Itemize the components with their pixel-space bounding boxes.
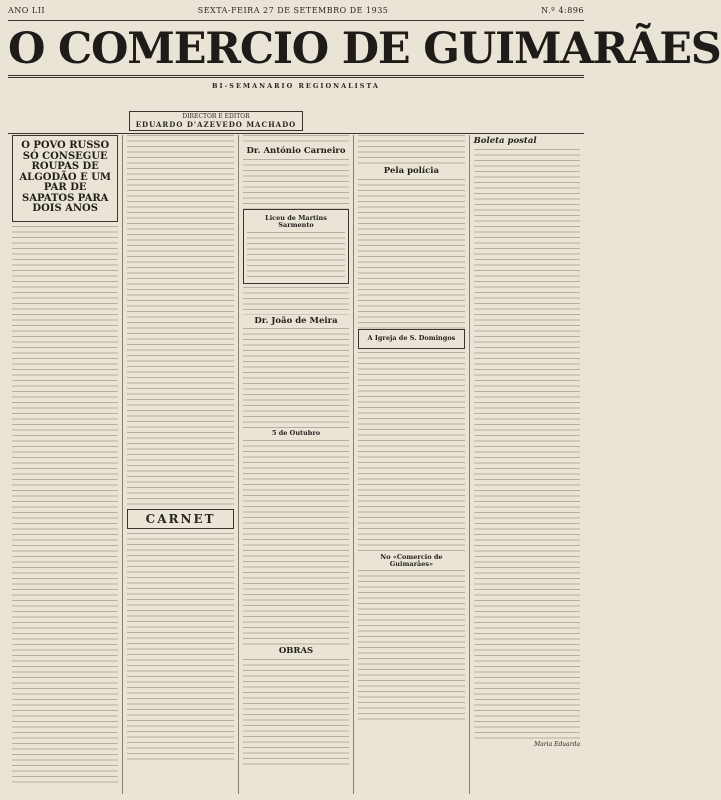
carnet-body-text bbox=[127, 533, 233, 763]
article-russian-people bbox=[12, 135, 118, 222]
founder-info bbox=[8, 81, 178, 111]
headline: O POVO RUSSO SÓ CONSEGUE ROUPAS DE ALGODÃO E UM PAR DE SAPATOS PARA DOIS ANOS bbox=[19, 140, 111, 214]
article-body-text bbox=[247, 232, 345, 280]
masthead-bottom-rule bbox=[8, 133, 584, 134]
subtitle: BI-SEMANARIO REGIONALISTA bbox=[212, 82, 380, 90]
sdomingos-box bbox=[358, 329, 464, 349]
article-body-text bbox=[358, 570, 464, 720]
top-rule bbox=[8, 20, 584, 21]
article-body-text bbox=[243, 328, 349, 428]
column-4 bbox=[353, 135, 468, 794]
headline: OBRAS bbox=[278, 646, 314, 657]
article-body-text bbox=[243, 159, 349, 209]
poem-text bbox=[474, 149, 580, 739]
column-3 bbox=[238, 135, 353, 794]
article-body-text bbox=[127, 135, 233, 505]
headline: Dr. António Carneiro bbox=[246, 146, 346, 156]
article-body-text bbox=[358, 179, 464, 329]
issue-number: N.º 4:896 bbox=[541, 6, 584, 15]
contact-info bbox=[414, 81, 584, 111]
column-2 bbox=[122, 135, 237, 794]
article-body-text bbox=[243, 287, 349, 315]
masthead-center bbox=[178, 81, 414, 111]
masthead-topline bbox=[8, 6, 584, 18]
director-label: DIRECTOR E EDITOR bbox=[182, 113, 250, 120]
article-body-text bbox=[358, 135, 464, 165]
masthead-second-row bbox=[8, 111, 584, 131]
title-rule bbox=[8, 75, 584, 78]
article-body-text bbox=[12, 226, 118, 786]
headline: Pela polícia bbox=[383, 166, 440, 176]
newspaper-title: O COMERCIO DE GUIMARÃES bbox=[8, 24, 721, 74]
headline: Boleta postal bbox=[473, 136, 537, 146]
headline: Liceu de Martins Sarmento bbox=[265, 213, 327, 229]
article-columns bbox=[8, 135, 584, 794]
article-body-text bbox=[243, 135, 349, 145]
director-box bbox=[129, 111, 304, 131]
headline: A Igreja de S. Domingos bbox=[367, 333, 456, 342]
masthead-info-row bbox=[8, 81, 584, 111]
column-5 bbox=[469, 135, 584, 794]
author-signature: Maria Eduarda bbox=[534, 740, 581, 748]
article-body-text bbox=[243, 659, 349, 769]
director-name: EDUARDO D'AZEVEDO MACHADO bbox=[135, 120, 297, 129]
article-body-text bbox=[243, 440, 349, 645]
liceu-box bbox=[243, 209, 349, 284]
issue-date: SEXTA-FEIRA 27 DE SETEMBRO DE 1935 bbox=[197, 6, 389, 15]
column-1 bbox=[8, 135, 122, 794]
volume-label: ANO LII bbox=[8, 6, 46, 15]
headline: No «Comercio de Guimarães» bbox=[380, 552, 443, 568]
carnet-heading: CARNET bbox=[127, 509, 233, 529]
headline: Dr. João de Meira bbox=[254, 315, 338, 326]
headline: 5 de Outubro bbox=[271, 429, 321, 438]
article-body-text bbox=[358, 352, 464, 552]
